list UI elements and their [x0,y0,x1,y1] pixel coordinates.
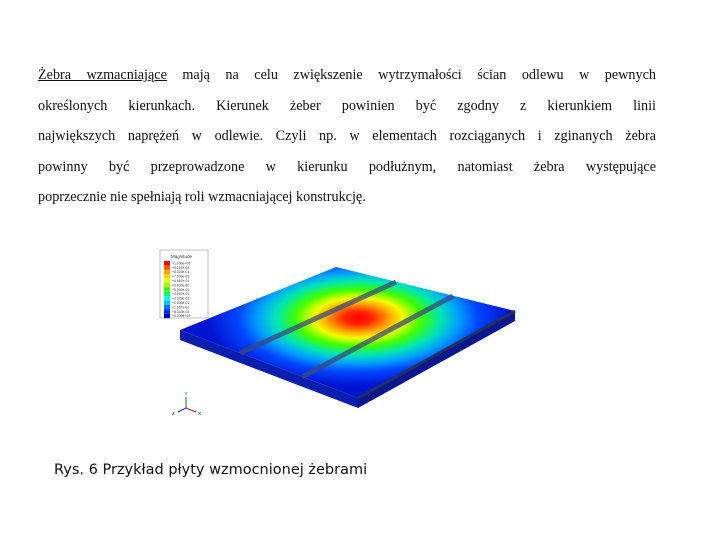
legend-value: +8.333e-02 [172,309,190,314]
axis-label-z: Z [172,411,175,416]
legend-swatch [164,265,170,269]
legend-swatch [164,305,170,309]
legend-swatch [164,274,170,278]
legend-value: +2.500e-01 [172,301,190,305]
figure-caption: Rys. 6 Przykład płyty wzmocnionej żebrami [54,462,368,478]
legend-swatch [164,279,170,283]
fea-plate-illustration [158,246,520,416]
fea-plate-figure [158,246,520,416]
paragraph-line-5: poprzecznie nie spełniają roli wzmacniającej konstrukcję. [38,189,366,205]
legend-value: +8.333e-01 [172,270,190,275]
legend-box [160,250,208,318]
legend-title: Magnitude [171,254,193,259]
legend-value: +5.000e-01 [172,287,190,292]
legend-value: +7.500e-01 [172,274,190,279]
paragraph-line-4: powinny być przeprowadzone w kierunku podłużnym, natomiast żebra występujące [38,158,656,175]
legend-value: +0.000e+00 [172,314,191,319]
axis-label-y: Y [184,391,188,396]
legend-entries [164,261,190,318]
paragraph-line-3: największych naprężeń w odlewie. Czyli np. w elementach rozciąganych i zginanych żebra [38,128,656,144]
legend-value: +5.833e-01 [172,283,190,288]
paragraph-line-2: określonych kierunkach. Kierunek żeber powinien być zgodny z kierunkiem linii [38,97,656,114]
legend-value: +1.667e-01 [172,305,190,310]
legend-value: +4.167e-01 [172,292,190,297]
axis-triad-icon [172,391,201,416]
line-1-rest: mają na celu zwiększenie wytrzymałości ścian odlewu w pewnych [166,67,656,83]
legend-value: +3.333e-01 [172,296,190,301]
plate-top-surface [180,267,515,398]
legend-value: +9.167e-01 [172,265,190,270]
legend-swatch [164,314,170,318]
legend-swatch [164,301,170,305]
underlined-term: Żebra wzmacniające [38,67,167,83]
legend-swatch [164,287,170,291]
legend-swatch [164,283,170,287]
legend-swatch [164,309,170,313]
legend-swatch [164,261,170,265]
legend-swatch [164,292,170,296]
body-paragraph [38,64,656,217]
paragraph-line-1 [38,64,656,95]
legend-swatch [164,296,170,300]
legend-value: +1.000e+00 [172,261,191,266]
legend-value: +6.667e-01 [172,279,190,283]
legend-swatch [164,270,170,274]
axis-label-x: X [198,411,202,416]
